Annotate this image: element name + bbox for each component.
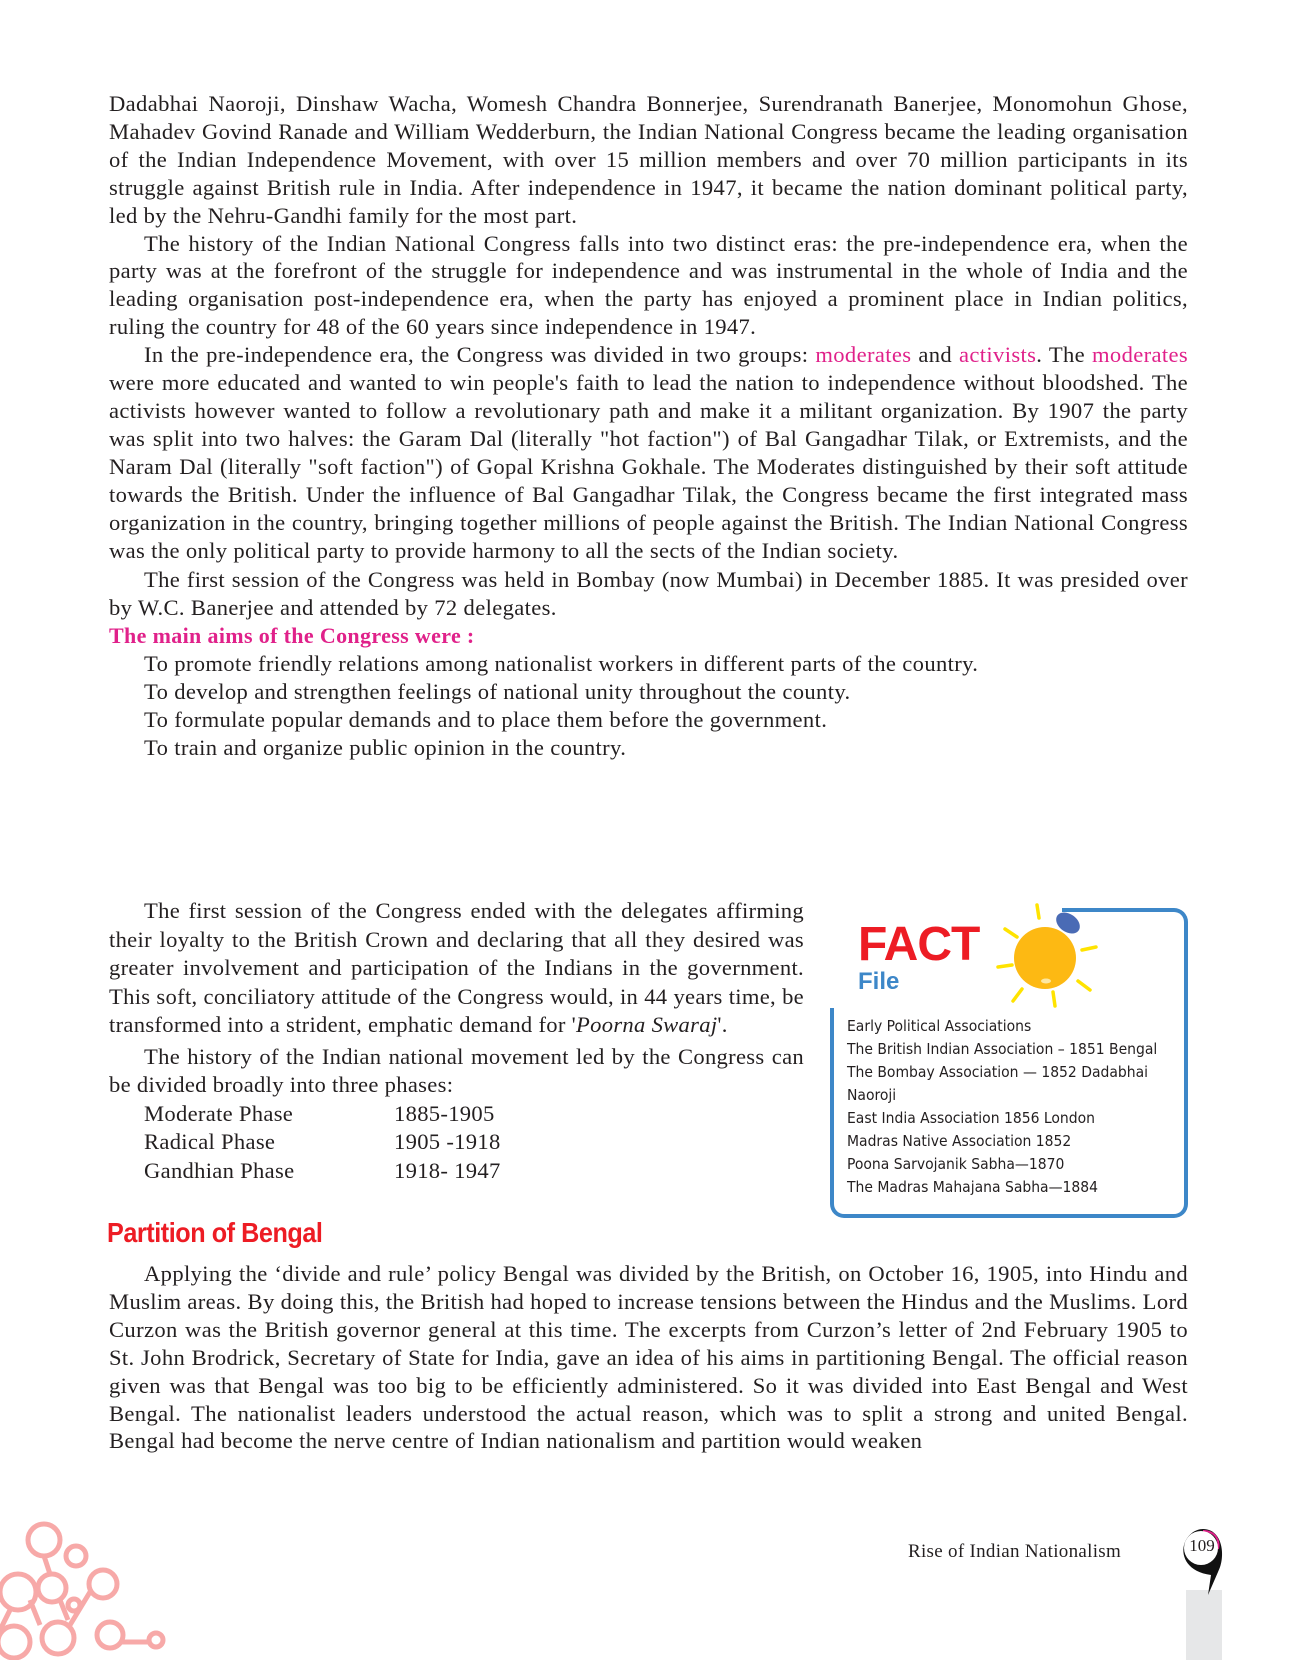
lightbulb-icon (995, 902, 1105, 1012)
fact-item: East India Association 1856 London (847, 1109, 1095, 1127)
text: '. (717, 1012, 728, 1037)
fact-item: The Bombay Association — 1852 Dadabhai Naoroji (847, 1063, 1149, 1104)
intro-paragraph: Dadabhai Naoroji, Dinshaw Wacha, Womesh Chandra Bonnerjee, Surendranath Banerjee, Monomohun Ghose, Mahadev Govind Ranade and William Wedderburn, the Indian National Congress became the leading organisation of the Indian Independence Movement, with over 15 million members and over 70 million participants in its struggle against British rule in India. After independence in 1947, it became the nation dominant political party, led by the Nehru-Gandhi family for the most part. (109, 91, 1188, 228)
box-border (830, 1008, 848, 1218)
phase-row (109, 1157, 804, 1186)
fact-subtitle: File (858, 968, 900, 995)
box-border (844, 1214, 1174, 1218)
fact-title: FACT (858, 918, 980, 971)
partition-paragraph: Applying the ‘divide and rule’ policy Bengal was divided by the British, on October 16, 1905, into Hindu and Muslim areas. By doing this, the British had hoped to increase tensions between the Hindus and the Muslims. Lord Curzon was the British governor general at this time. The excerpts from Curzon’s letter of 2nd February 1905 to St. John Brodrick, Secretary of State for India, gave an idea of his aims in partitioning Bengal. The official reason given was that Bengal was too big to be efficiently administered. So it was divided into East Bengal and West Bengal. The nationalist leaders understood the actual reason, which was to split a strong and united Bengal. Bengal had become the nerve centre of Indian nationalism and partition would weaken (109, 1261, 1188, 1454)
text: . The (1036, 342, 1092, 368)
fact-item: Early Political Associations (847, 1017, 1032, 1035)
phases-paragraph: The history of the Indian national movement led by the Congress can be divided broadly into three phases: (109, 1043, 804, 1097)
phase-name: Radical Phase (144, 1129, 276, 1154)
fact-item: Poona Sarvojanik Sabha—1870 (847, 1155, 1065, 1173)
box-border (1174, 1204, 1188, 1218)
aim-item: To develop and strengthen feelings of national unity throughout the county. (144, 679, 851, 705)
fact-item: The Madras Mahajana Sabha—1884 (847, 1178, 1099, 1196)
phase-row (109, 1100, 804, 1129)
fact-item: The British Indian Association – 1851 Bengal (847, 1040, 1158, 1058)
moderates-term: moderates (815, 342, 912, 368)
aim-item: To promote friendly relations among nationalist workers in different parts of the country. (144, 651, 979, 677)
molecule-decoration-icon (0, 1520, 180, 1660)
history-paragraph: The history of the Indian National Congress falls into two distinct eras: the pre-independence era, when the party was at the forefront of the struggle for independence and was instrumental in the whole of India and the leading organisation post-independence era, when the party has enjoyed a prominent place in Indian politics, ruling the country for 48 of the 60 years since independence in 1947. (109, 230, 1188, 340)
aim-item: To formulate popular demands and to place them before the government. (144, 706, 828, 732)
aim-item: To train and organize public opinion in the country. (144, 734, 627, 760)
phase-years: 1918- 1947 (394, 1157, 501, 1183)
partition-heading: Partition of Bengal (107, 1217, 323, 1248)
phase-name: Gandhian Phase (144, 1157, 295, 1183)
text: In the pre-independence era, the Congress was divided in two groups: (144, 342, 816, 368)
phase-years: 1885-1905 (394, 1100, 495, 1126)
main-text-bottom (109, 1260, 1188, 1455)
left-column (109, 897, 804, 1185)
phase-row (109, 1128, 804, 1157)
text: The first session of the Congress ended with the delegates affirming their loyalty to the British Crown and declaring that all they desired was greater involvement and participation of the Indians in the government. This soft, conciliatory attitude of the Congress would, in 44 years time, be transformed into a strident, emphatic demand for ' (109, 898, 804, 1037)
phase-name: Moderate Phase (144, 1100, 294, 1126)
moderates-term: moderates (1092, 342, 1188, 368)
page-number: 109 (1189, 1536, 1215, 1555)
session-end-paragraph (109, 897, 804, 1040)
box-border (1184, 922, 1188, 1204)
first-session-paragraph: The first session of the Congress was held in Bombay (now Mumbai) in December 1885. It was presided over by W.C. Banerjee and attended by 72 delegates. (109, 567, 1188, 621)
activists-term: activists (959, 342, 1037, 368)
aims-heading: The main aims of the Congress were : (109, 623, 475, 649)
main-text-top (109, 90, 1188, 762)
fact-list (847, 1015, 1182, 1199)
text: were more educated and wanted to win people's faith to lead the nation to independence without bloodshed. The activists however wanted to follow a revolutionary path and make it a militant organization. By 1907 the party was split into two halves: the Garam Dal (literally "hot faction") of Bal Gangadhar Tilak, or Extremists, and the Naram Dal (literally "soft faction") of Gopal Krishna Gokhale. The Moderates distinguished by their soft attitude towards the British. Under the influence of Bal Gangadhar Tilak, the Congress became the first integrated mass organization in the country, bringing together millions of people against the British. The Indian National Congress was the only political party to provide harmony to all the sects of the Indian society. (109, 370, 1188, 563)
chapter-title: Rise of Indian Nationalism (908, 1541, 1122, 1562)
text: and (911, 342, 960, 368)
poorna-swaraj: Poorna Swaraj (576, 1012, 718, 1037)
groups-paragraph (109, 341, 1188, 564)
fact-item: Madras Native Association 1852 (847, 1132, 1072, 1150)
page-tab (1186, 1590, 1222, 1660)
fact-file-box (830, 908, 1188, 1218)
phase-years: 1905 -1918 (394, 1129, 501, 1154)
